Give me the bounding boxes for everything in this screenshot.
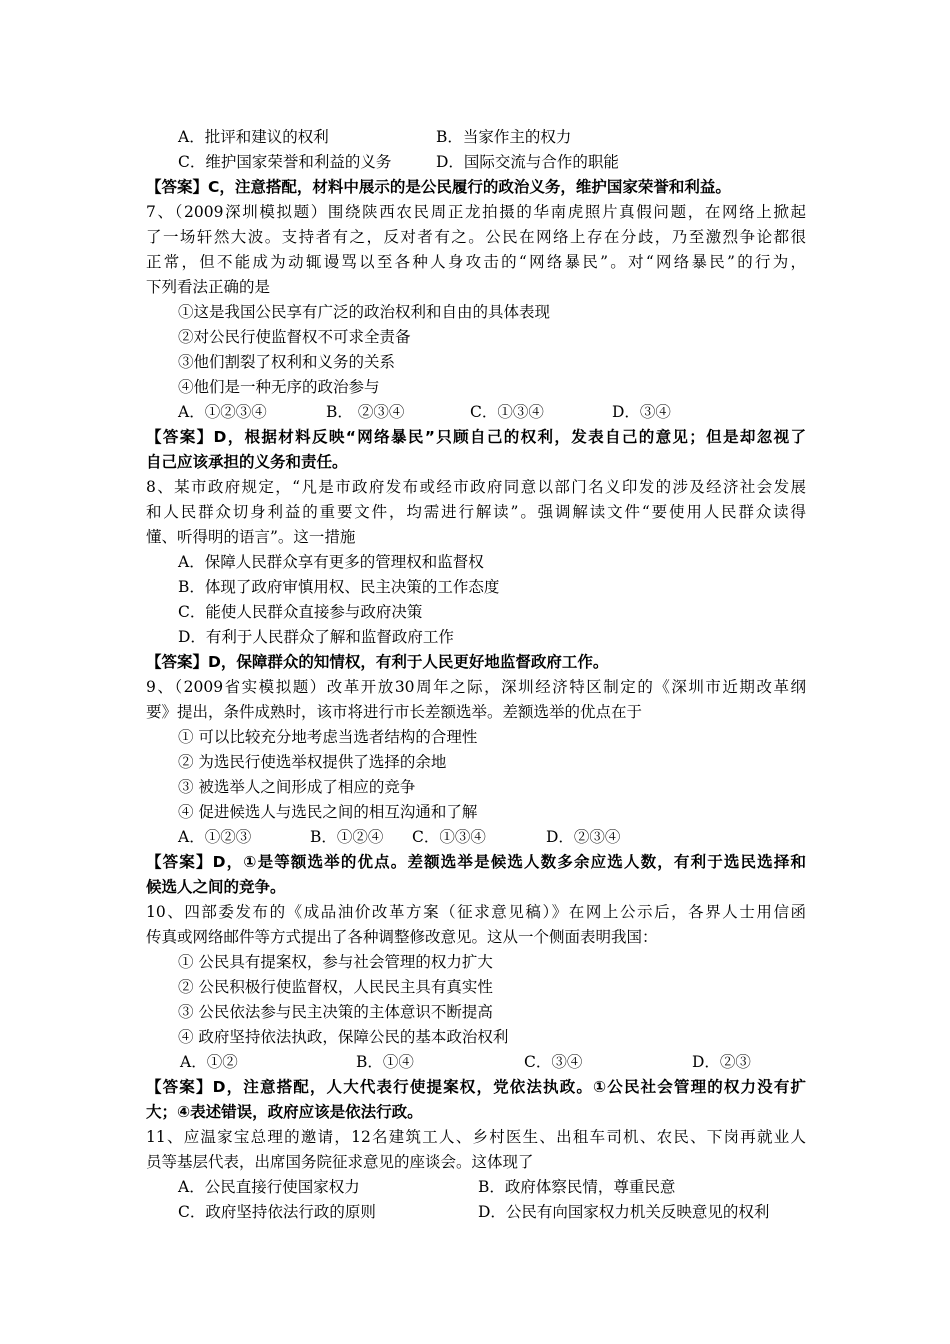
q8-stem-line: 8、某市政府规定，“凡是市政府发布或经市政府同意以部门名义印发的涉及经济社会发展 <box>146 478 806 496</box>
q10-item: ① 公民具有提案权，参与社会管理的权力扩大 <box>178 953 493 971</box>
q10-answer-line: 大；④表述错误，政府应该是依法行政。 <box>146 1103 423 1121</box>
q6-option-a: A．批评和建议的权利 <box>178 128 329 146</box>
q8-option: B．体现了政府审慎用权、民主决策的工作态度 <box>178 578 500 596</box>
q11-stem-line: 员等基层代表，出席国务院征求意见的座谈会。这体现了 <box>146 1153 534 1171</box>
q9-answer-line: 候选人之间的竞争。 <box>146 878 286 896</box>
q10-item: ③ 公民依法参与民主决策的主体意识不断提高 <box>178 1003 493 1021</box>
q10-option-b: B．①④ <box>356 1053 414 1071</box>
q10-item: ④ 政府坚持依法执政，保障公民的基本政治权利 <box>178 1028 509 1046</box>
q8-option: C．能使人民群众直接参与政府决策 <box>178 603 423 621</box>
q7-stem-line: 正常，但不能成为动辄谩骂以至各种人身攻击的“网络暴民”。对“网络暴民”的行为， <box>146 253 806 271</box>
q10-option-a: A．①② <box>180 1053 238 1071</box>
q8-option: D．有利于人民群众了解和监督政府工作 <box>178 628 454 646</box>
q9-stem-line: 要》提出，条件成熟时，该市将进行市长差额选举。差额选举的优点在于 <box>146 703 643 721</box>
q11-option-a: A．公民直接行使国家权力 <box>178 1178 360 1196</box>
q10-option-d: D．②③ <box>692 1053 751 1071</box>
q9-stem-line: 9、（2009省实模拟题）改革开放30周年之际，深圳经济特区制定的《深圳市近期改革纲 <box>146 678 806 696</box>
q10-stem-line: 10、四部委发布的《成品油价改革方案（征求意见稿）》在网上公示后，各界人士用信函 <box>146 903 806 921</box>
q8-answer: 【答案】D，保障群众的知情权，有利于人民更好地监督政府工作。 <box>146 653 609 671</box>
q9-item: ④ 促进候选人与选民之间的相互沟通和了解 <box>178 803 478 821</box>
q7-stem-line: 下列看法正确的是 <box>146 278 271 296</box>
q7-item: ②对公民行使监督权不可求全责备 <box>178 328 411 346</box>
q9-option-c: C．①③④ <box>412 828 486 846</box>
q11-stem-line: 11、应温家宝总理的邀请，12名建筑工人、乡村医生、出租车司机、农民、下岗再就业人 <box>146 1128 806 1146</box>
q10-item: ② 公民积极行使监督权，人民民主具有真实性 <box>178 978 493 996</box>
q7-option-c: C．①③④ <box>470 403 544 421</box>
q11-option-b: B．政府体察民情，尊重民意 <box>478 1178 676 1196</box>
q9-answer-line: 【答案】D，①是等额选举的优点。差额选举是候选人数多余应选人数，有利于选民选择和 <box>146 853 806 871</box>
q7-item: ④他们是一种无序的政治参与 <box>178 378 380 396</box>
q7-answer-line: 自己应该承担的义务和责任。 <box>146 453 348 471</box>
q7-option-a: A．①②③④ <box>178 403 267 421</box>
q8-stem-line: 和人民群众切身利益的重要文件，均需进行解读”。强调解读文件“要使用人民群众读得 <box>146 503 806 521</box>
q6-option-d: D．国际交流与合作的职能 <box>436 153 619 171</box>
q7-stem-line: 7、（2009深圳模拟题）围绕陕西农民周正龙拍摄的华南虎照片真假问题，在网络上掀起 <box>146 203 806 221</box>
q7-option-b: B． ②③④ <box>326 403 405 421</box>
q8-stem-line: 懂、听得明的语言”。这一措施 <box>146 528 356 546</box>
q11-option-c: C．政府坚持依法行政的原则 <box>178 1203 376 1221</box>
q9-item: ③ 被选举人之间形成了相应的竞争 <box>178 778 416 796</box>
q9-option-b: B．①②④ <box>310 828 384 846</box>
q7-option-d: D．③④ <box>612 403 671 421</box>
q6-option-c: C．维护国家荣誉和利益的义务 <box>178 153 392 171</box>
q9-option-d: D．②③④ <box>546 828 621 846</box>
q11-option-d: D．公民有向国家权力机关反映意见的权利 <box>478 1203 770 1221</box>
q7-stem-line: 了一场轩然大波。支持者有之，反对者有之。公民在网络上存在分歧，乃至激烈争论都很 <box>146 228 806 246</box>
q9-item: ① 可以比较充分地考虑当选者结构的合理性 <box>178 728 478 746</box>
q10-answer-line: 【答案】D，注意搭配，人大代表行使提案权，党依法执政。①公民社会管理的权力没有扩 <box>146 1078 806 1096</box>
q9-option-a: A．①②③ <box>178 828 252 846</box>
q6-answer: 【答案】C，注意搭配，材料中展示的是公民履行的政治义务，维护国家荣誉和利益。 <box>146 178 731 196</box>
q7-item: ③他们割裂了权利和义务的关系 <box>178 353 396 371</box>
q10-option-c: C．③④ <box>524 1053 583 1071</box>
q7-answer-line: 【答案】D，根据材料反映“网络暴民”只顾自己的权利，发表自己的意见；但是却忽视了 <box>146 428 806 446</box>
q7-item: ①这是我国公民享有广泛的政治权利和自由的具体表现 <box>178 303 551 321</box>
q9-item: ② 为选民行使选举权提供了选择的余地 <box>178 753 447 771</box>
q8-option: A．保障人民群众享有更多的管理权和监督权 <box>178 553 484 571</box>
q6-option-b: B．当家作主的权力 <box>436 128 572 146</box>
q10-stem-line: 传真或网络邮件等方式提出了各种调整修改意见。这从一个侧面表明我国： <box>146 928 658 946</box>
